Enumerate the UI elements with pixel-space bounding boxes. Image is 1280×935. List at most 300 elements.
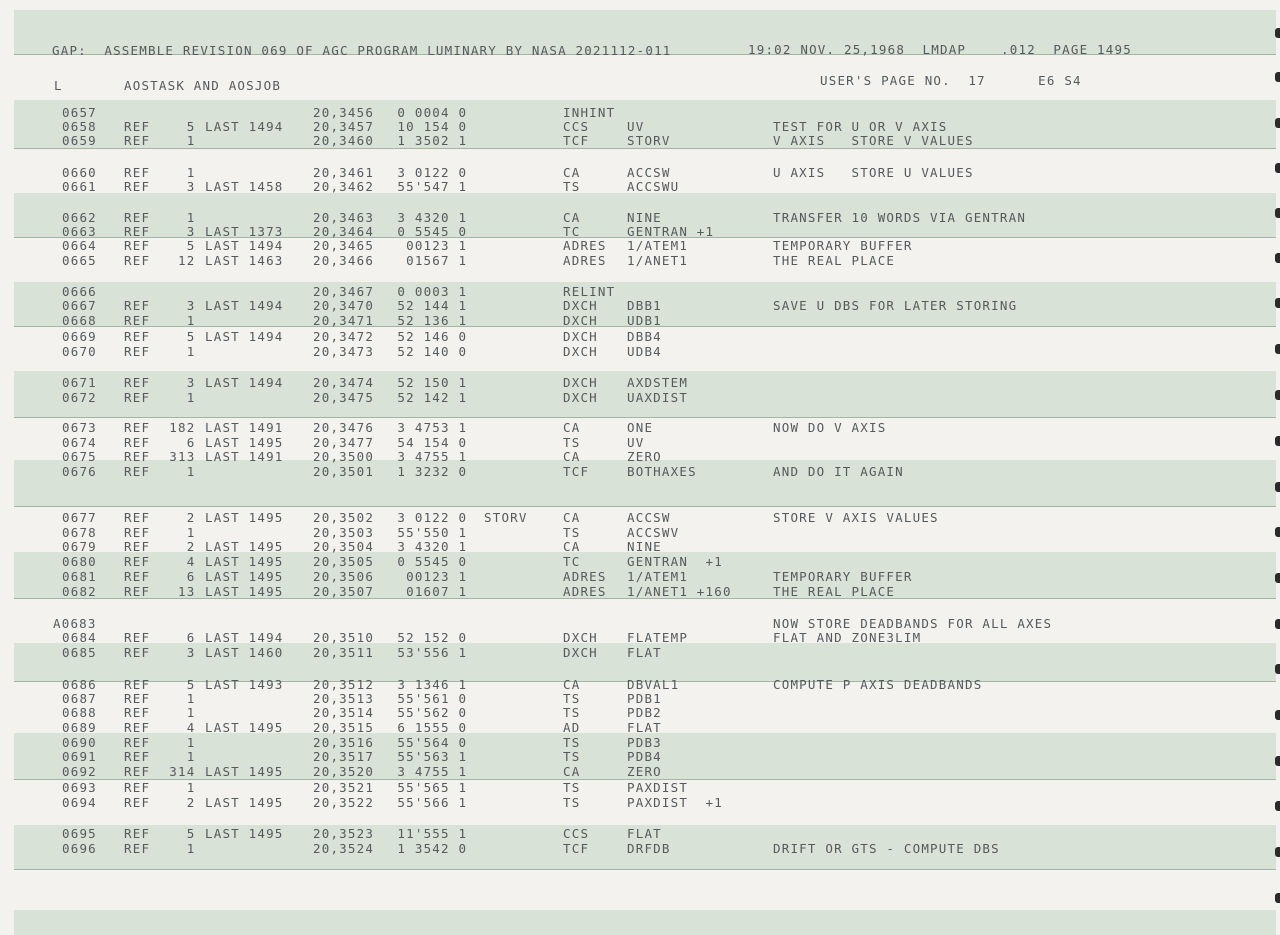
ref-keyword: REF	[124, 165, 151, 180]
ref-keyword: REF	[124, 435, 151, 450]
operand: ACCSWU	[627, 179, 680, 194]
line-number: 0673	[62, 420, 97, 435]
line-number: 0659	[62, 133, 97, 148]
line-number: 0661	[62, 179, 97, 194]
operand: UV	[627, 119, 645, 134]
opcode: TS	[563, 525, 581, 540]
address: 20,3464	[313, 224, 375, 239]
opcode: DXCH	[563, 313, 598, 328]
octal-code: 0 5545 0	[397, 224, 468, 239]
address: 20,3520	[313, 764, 375, 779]
operand: STORV	[627, 133, 671, 148]
operand: ZERO	[627, 764, 662, 779]
opcode: AD	[563, 720, 581, 735]
ref-count: 5	[186, 238, 196, 253]
comment: SAVE U DBS FOR LATER STORING	[773, 298, 1018, 313]
ref-keyword: REF	[124, 705, 151, 720]
opcode: ADRES	[563, 253, 607, 268]
address: 20,3521	[313, 780, 375, 795]
ref-count: 1	[186, 735, 196, 750]
address: 20,3476	[313, 420, 375, 435]
line-number: 0668	[62, 313, 97, 328]
ref-count: 12	[178, 253, 196, 268]
octal-code: 55'564 0	[397, 735, 468, 750]
address: 20,3460	[313, 133, 375, 148]
ref-count: 13	[178, 584, 196, 599]
ref-keyword: REF	[124, 119, 151, 134]
comment: TEST FOR U OR V AXIS	[773, 119, 948, 134]
ref-keyword: REF	[124, 795, 151, 810]
opcode: TS	[563, 735, 581, 750]
ref-count: 1	[186, 464, 196, 479]
line-number: 0676	[62, 464, 97, 479]
address: 20,3471	[313, 313, 375, 328]
ref-count: 2	[186, 510, 196, 525]
line-number: 0681	[62, 569, 97, 584]
ref-count: 1	[186, 780, 196, 795]
address: 20,3474	[313, 375, 375, 390]
opcode: TS	[563, 780, 581, 795]
address: 20,3514	[313, 705, 375, 720]
ref-keyword: REF	[124, 841, 151, 856]
ref-count: 1	[186, 841, 196, 856]
line-number: 0672	[62, 390, 97, 405]
line-number: 0677	[62, 510, 97, 525]
section-title: AOSTASK AND AOSJOB	[124, 78, 282, 93]
line-number: 0674	[62, 435, 97, 450]
comment: STORE V AXIS VALUES	[773, 510, 939, 525]
opcode: DXCH	[563, 390, 598, 405]
comment: NOW STORE DEADBANDS FOR ALL AXES	[773, 616, 1053, 631]
line-number: 0664	[62, 238, 97, 253]
opcode: CA	[563, 449, 581, 464]
address: 20,3516	[313, 735, 375, 750]
line-number: 0691	[62, 749, 97, 764]
last-reference: LAST 1494	[205, 238, 284, 253]
ref-count: 2	[186, 539, 196, 554]
octal-code: 55'566 1	[397, 795, 468, 810]
operand: UV	[627, 435, 645, 450]
page-number-info: USER'S PAGE NO. 17 E6 S4	[820, 73, 1082, 88]
opcode: DXCH	[563, 375, 598, 390]
opcode: DXCH	[563, 630, 598, 645]
octal-code: 52 152 0	[397, 630, 468, 645]
operand: UDB1	[627, 313, 662, 328]
ref-keyword: REF	[124, 210, 151, 225]
operand: NINE	[627, 539, 662, 554]
address: 20,3467	[313, 284, 375, 299]
last-reference: LAST 1494	[205, 630, 284, 645]
ref-keyword: REF	[124, 525, 151, 540]
address: 20,3475	[313, 390, 375, 405]
comment: TRANSFER 10 WORDS VIA GENTRAN	[773, 210, 1027, 225]
opcode: ADRES	[563, 569, 607, 584]
operand: AXDSTEM	[627, 375, 689, 390]
operand: FLATEMP	[627, 630, 689, 645]
ref-count: 1	[186, 344, 196, 359]
ref-keyword: REF	[124, 630, 151, 645]
comment: U AXIS STORE U VALUES	[773, 165, 974, 180]
octal-code: 1 3232 0	[397, 464, 468, 479]
band-rule	[14, 506, 1276, 507]
listing-header-title: GAP: ASSEMBLE REVISION 069 OF AGC PROGRAM LUMINARY BY NASA 2021112-011	[52, 43, 672, 58]
address: 20,3506	[313, 569, 375, 584]
address: 20,3513	[313, 691, 375, 706]
operand: PDB3	[627, 735, 662, 750]
line-number: 0667	[62, 298, 97, 313]
ref-keyword: REF	[124, 780, 151, 795]
last-reference: LAST 1458	[205, 179, 284, 194]
opcode: CA	[563, 764, 581, 779]
operand: DBVAL1	[627, 677, 680, 692]
ref-keyword: REF	[124, 449, 151, 464]
line-number: 0696	[62, 841, 97, 856]
address: 20,3466	[313, 253, 375, 268]
last-reference: LAST 1494	[205, 329, 284, 344]
octal-code: 1 3542 0	[397, 841, 468, 856]
operand: PAXDIST	[627, 780, 689, 795]
ref-count: 6	[186, 569, 196, 584]
ref-count: 6	[186, 630, 196, 645]
opcode: CA	[563, 165, 581, 180]
ref-count: 4	[186, 554, 196, 569]
ref-count: 4	[186, 720, 196, 735]
address: 20,3503	[313, 525, 375, 540]
operand: ONE	[627, 420, 654, 435]
comment: TEMPORARY BUFFER	[773, 569, 913, 584]
band-rule	[14, 148, 1276, 149]
ref-keyword: REF	[124, 133, 151, 148]
ref-count: 6	[186, 435, 196, 450]
ref-count: 1	[186, 390, 196, 405]
ref-count: 1	[186, 210, 196, 225]
octal-code: 3 4320 1	[397, 539, 468, 554]
opcode: TC	[563, 224, 581, 239]
address: 20,3524	[313, 841, 375, 856]
ref-keyword: REF	[124, 691, 151, 706]
opcode: RELINT	[563, 284, 616, 299]
address: 20,3522	[313, 795, 375, 810]
line-number: 0688	[62, 705, 97, 720]
ref-keyword: REF	[124, 584, 151, 599]
comment: AND DO IT AGAIN	[773, 464, 904, 479]
address: 20,3501	[313, 464, 375, 479]
address: 20,3465	[313, 238, 375, 253]
octal-code: 00123 1	[406, 569, 468, 584]
octal-code: 52 136 1	[397, 313, 468, 328]
last-reference: LAST 1495	[205, 764, 284, 779]
ref-keyword: REF	[124, 298, 151, 313]
operand: ZERO	[627, 449, 662, 464]
ref-count: 1	[186, 691, 196, 706]
line-number: 0671	[62, 375, 97, 390]
ref-keyword: REF	[124, 645, 151, 660]
line-number: 0666	[62, 284, 97, 299]
octal-code: 52 150 1	[397, 375, 468, 390]
last-reference: LAST 1495	[205, 584, 284, 599]
octal-code: 55'561 0	[397, 691, 468, 706]
opcode: CA	[563, 539, 581, 554]
address: 20,3502	[313, 510, 375, 525]
operand: NINE	[627, 210, 662, 225]
line-number: 0665	[62, 253, 97, 268]
octal-code: 54 154 0	[397, 435, 468, 450]
ref-count: 1	[186, 749, 196, 764]
ref-keyword: REF	[124, 720, 151, 735]
octal-code: 3 4755 1	[397, 449, 468, 464]
ref-keyword: REF	[124, 677, 151, 692]
line-number: 0694	[62, 795, 97, 810]
line-number: 0658	[62, 119, 97, 134]
ref-count: 1	[186, 313, 196, 328]
octal-code: 01607 1	[406, 584, 468, 599]
opcode: ADRES	[563, 584, 607, 599]
comment: NOW DO V AXIS	[773, 420, 887, 435]
operand: GENTRAN +1	[627, 554, 723, 569]
address: 20,3500	[313, 449, 375, 464]
ref-count: 1	[186, 705, 196, 720]
line-number: 0680	[62, 554, 97, 569]
ref-count: 5	[186, 677, 196, 692]
operand: UAXDIST	[627, 390, 689, 405]
operand: DRFDB	[627, 841, 671, 856]
ref-keyword: REF	[124, 329, 151, 344]
ref-count: 3	[186, 375, 196, 390]
address: 20,3477	[313, 435, 375, 450]
ref-count: 314	[169, 764, 196, 779]
opcode: TCF	[563, 841, 590, 856]
opcode: CA	[563, 210, 581, 225]
address: 20,3507	[313, 584, 375, 599]
octal-code: 52 142 1	[397, 390, 468, 405]
line-number: 0692	[62, 764, 97, 779]
opcode: CCS	[563, 826, 590, 841]
ref-keyword: REF	[124, 253, 151, 268]
ref-count: 3	[186, 179, 196, 194]
ref-keyword: REF	[124, 179, 151, 194]
operand: PDB4	[627, 749, 662, 764]
last-reference: LAST 1495	[205, 826, 284, 841]
operand: DBB1	[627, 298, 662, 313]
address: 20,3463	[313, 210, 375, 225]
octal-code: 6 1555 0	[397, 720, 468, 735]
opcode: DXCH	[563, 329, 598, 344]
octal-code: 0 0004 0	[397, 105, 468, 120]
opcode: CA	[563, 420, 581, 435]
ref-keyword: REF	[124, 826, 151, 841]
comment: THE REAL PLACE	[773, 253, 896, 268]
ref-count: 5	[186, 826, 196, 841]
opcode: TS	[563, 749, 581, 764]
opcode: TS	[563, 435, 581, 450]
comment: FLAT AND ZONE3LIM	[773, 630, 922, 645]
line-number: 0693	[62, 780, 97, 795]
address: 20,3472	[313, 329, 375, 344]
last-reference: LAST 1373	[205, 224, 284, 239]
octal-code: 55'550 1	[397, 525, 468, 540]
octal-code: 00123 1	[406, 238, 468, 253]
ref-count: 1	[186, 525, 196, 540]
octal-code: 53'556 1	[397, 645, 468, 660]
address: 20,3470	[313, 298, 375, 313]
ref-keyword: REF	[124, 569, 151, 584]
ref-count: 182	[169, 420, 196, 435]
address: 20,3505	[313, 554, 375, 569]
opcode: CA	[563, 510, 581, 525]
band-rule	[14, 869, 1276, 870]
last-reference: LAST 1494	[205, 298, 284, 313]
greenbar-band	[14, 910, 1276, 935]
octal-code: 52 140 0	[397, 344, 468, 359]
opcode: DXCH	[563, 298, 598, 313]
octal-code: 10 154 0	[397, 119, 468, 134]
octal-code: 3 1346 1	[397, 677, 468, 692]
octal-code: 3 4320 1	[397, 210, 468, 225]
address: 20,3510	[313, 630, 375, 645]
opcode: CA	[563, 677, 581, 692]
last-reference: LAST 1494	[205, 119, 284, 134]
ref-count: 313	[169, 449, 196, 464]
address: 20,3515	[313, 720, 375, 735]
opcode: TCF	[563, 133, 590, 148]
last-reference: LAST 1495	[205, 720, 284, 735]
octal-code: 3 4753 1	[397, 420, 468, 435]
operand: ACCSW	[627, 165, 671, 180]
opcode: INHINT	[563, 105, 616, 120]
ref-keyword: REF	[124, 554, 151, 569]
octal-code: 52 146 0	[397, 329, 468, 344]
ref-count: 1	[186, 133, 196, 148]
comment: COMPUTE P AXIS DEADBANDS	[773, 677, 983, 692]
opcode: CCS	[563, 119, 590, 134]
address: 20,3512	[313, 677, 375, 692]
ref-count: 3	[186, 224, 196, 239]
ref-keyword: REF	[124, 510, 151, 525]
line-number: 0682	[62, 584, 97, 599]
operand: ACCSWV	[627, 525, 680, 540]
octal-code: 3 4755 1	[397, 764, 468, 779]
ref-keyword: REF	[124, 313, 151, 328]
address: 20,3504	[313, 539, 375, 554]
last-reference: LAST 1495	[205, 510, 284, 525]
listing-header-column-l: L	[54, 78, 63, 93]
line-number: 0684	[62, 630, 97, 645]
last-reference: LAST 1460	[205, 645, 284, 660]
ref-count: 5	[186, 119, 196, 134]
line-number: 0660	[62, 165, 97, 180]
opcode: TS	[563, 795, 581, 810]
comment: DRIFT OR GTS - COMPUTE DBS	[773, 841, 1000, 856]
octal-code: 11'555 1	[397, 826, 468, 841]
octal-code: 01567 1	[406, 253, 468, 268]
ref-keyword: REF	[124, 749, 151, 764]
octal-code: 55'565 1	[397, 780, 468, 795]
operand: 1/ATEM1	[627, 238, 689, 253]
operand: PAXDIST +1	[627, 795, 723, 810]
operand: 1/ANET1	[627, 253, 689, 268]
line-number: 0686	[62, 677, 97, 692]
opcode: TC	[563, 554, 581, 569]
address: 20,3456	[313, 105, 375, 120]
ref-keyword: REF	[124, 375, 151, 390]
address: 20,3473	[313, 344, 375, 359]
last-reference: LAST 1495	[205, 435, 284, 450]
operand: BOTHAXES	[627, 464, 697, 479]
last-reference: LAST 1495	[205, 569, 284, 584]
ref-keyword: REF	[124, 539, 151, 554]
opcode: DXCH	[563, 645, 598, 660]
last-reference: LAST 1491	[205, 449, 284, 464]
line-number: 0690	[62, 735, 97, 750]
comment: THE REAL PLACE	[773, 584, 896, 599]
address: 20,3461	[313, 165, 375, 180]
opcode: DXCH	[563, 344, 598, 359]
operand: UDB4	[627, 344, 662, 359]
opcode: TS	[563, 691, 581, 706]
line-number: 0669	[62, 329, 97, 344]
operand: PDB2	[627, 705, 662, 720]
ref-count: 5	[186, 329, 196, 344]
ref-keyword: REF	[124, 344, 151, 359]
address: 20,3462	[313, 179, 375, 194]
opcode: TS	[563, 705, 581, 720]
ref-keyword: REF	[124, 764, 151, 779]
line-number: 0663	[62, 224, 97, 239]
octal-code: 0 5545 0	[397, 554, 468, 569]
octal-code: 1 3502 1	[397, 133, 468, 148]
address: 20,3457	[313, 119, 375, 134]
line-number: 0670	[62, 344, 97, 359]
octal-code: 55'563 1	[397, 749, 468, 764]
octal-code: 3 0122 0	[397, 510, 468, 525]
operand: FLAT	[627, 826, 662, 841]
line-number: 0695	[62, 826, 97, 841]
ref-keyword: REF	[124, 224, 151, 239]
ref-keyword: REF	[124, 390, 151, 405]
last-reference: LAST 1495	[205, 554, 284, 569]
address: 20,3517	[313, 749, 375, 764]
ref-count: 3	[186, 298, 196, 313]
ref-count: 2	[186, 795, 196, 810]
line-number: 0675	[62, 449, 97, 464]
line-number: 0678	[62, 525, 97, 540]
symbol-label: STORV	[484, 510, 528, 525]
band-rule	[14, 417, 1276, 418]
operand: 1/ATEM1	[627, 569, 689, 584]
octal-code: 52 144 1	[397, 298, 468, 313]
octal-code: 55'547 1	[397, 179, 468, 194]
last-reference: LAST 1493	[205, 677, 284, 692]
address: 20,3511	[313, 645, 375, 660]
ref-keyword: REF	[124, 238, 151, 253]
octal-code: 55'562 0	[397, 705, 468, 720]
operand: 1/ANET1 +160	[627, 584, 732, 599]
operand: DBB4	[627, 329, 662, 344]
operand: ACCSW	[627, 510, 671, 525]
ref-count: 3	[186, 645, 196, 660]
ref-keyword: REF	[124, 420, 151, 435]
listing-header-timestamp: 19:02 NOV. 25,1968 LMDAP .012 PAGE 1495	[748, 42, 1132, 57]
line-number: 0689	[62, 720, 97, 735]
opcode: ADRES	[563, 238, 607, 253]
last-reference: LAST 1495	[205, 539, 284, 554]
octal-code: 3 0122 0	[397, 165, 468, 180]
line-number: 0657	[62, 105, 97, 120]
operand: FLAT	[627, 720, 662, 735]
opcode: TS	[563, 179, 581, 194]
operand: GENTRAN +1	[627, 224, 715, 239]
last-reference: LAST 1495	[205, 795, 284, 810]
